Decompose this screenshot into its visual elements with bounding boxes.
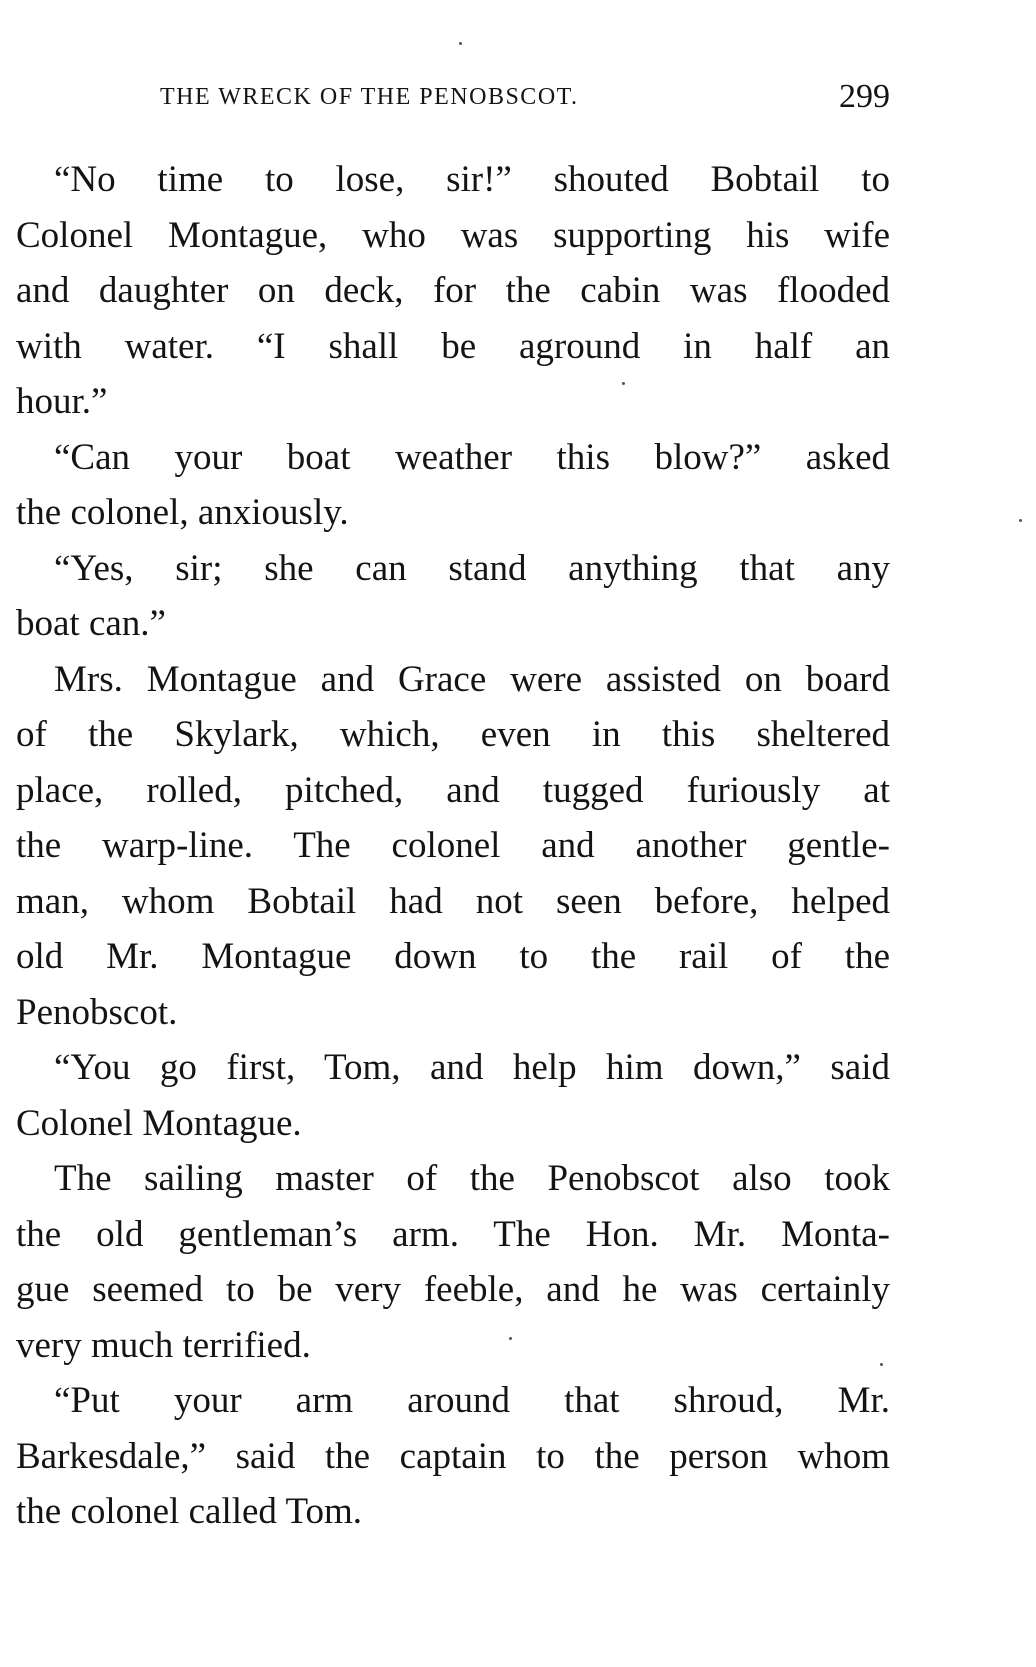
paragraph (16, 1151, 890, 1373)
text-line: and daughter on deck, for the cabin was flooded (16, 270, 890, 311)
text-line: Mrs. Montague and Grace were assisted on board (54, 658, 890, 700)
text-line: “No time to lose, sir!” shouted Bobtail to (54, 159, 890, 200)
text-line: boat can.” (16, 603, 166, 644)
running-header (160, 78, 890, 118)
paragraph (16, 430, 890, 541)
scan-speck (459, 42, 462, 45)
text-line: The sailing master of the Penobscot also took (54, 1158, 890, 1199)
paragraph (16, 541, 890, 652)
text-line: the colonel, anxiously. (16, 492, 349, 533)
text-line: with water. “I shall be aground in half an (16, 325, 890, 367)
paragraph (16, 1373, 890, 1540)
paragraph (16, 652, 890, 1041)
text-line: the old gentleman’s arm. The Hon. Mr. Monta- (16, 1213, 890, 1255)
paragraph (16, 1040, 890, 1151)
chapter-title: THE WRECK OF THE PENOBSCOT. (160, 84, 579, 110)
text-line: very much terrified. (16, 1324, 311, 1366)
scan-speck (622, 382, 625, 385)
body-text (16, 152, 890, 1540)
text-line: “Yes, sir; she can stand anything that any (54, 547, 890, 589)
text-line: the warp-line. The colonel and another gentle- (16, 825, 890, 866)
text-line: old Mr. Montague down to the rail of the (16, 936, 890, 977)
text-line: “Put your arm around that shroud, Mr. (54, 1380, 890, 1421)
text-line: “Can your boat weather this blow?” asked (54, 436, 890, 478)
text-line: Barkesdale,” said the captain to the person whom (16, 1435, 890, 1477)
scan-speck (509, 1337, 512, 1340)
text-line: “You go first, Tom, and help him down,” said (54, 1047, 890, 1088)
text-line: place, rolled, pitched, and tugged furiously at (16, 769, 890, 811)
text-line: the colonel called Tom. (16, 1491, 363, 1532)
scan-speck (1019, 519, 1022, 522)
text-line: gue seemed to be very feeble, and he was certainly (16, 1269, 890, 1310)
page-number: 299 (839, 78, 890, 115)
text-line: Colonel Montague, who was supporting his wife (16, 214, 890, 256)
text-line: Penobscot. (16, 991, 178, 1033)
text-line: hour.” (16, 381, 108, 422)
paragraph (16, 152, 890, 430)
text-line: Colonel Montague. (16, 1102, 302, 1144)
scan-speck (880, 1363, 883, 1366)
text-line: man, whom Bobtail had not seen before, helped (16, 880, 890, 922)
text-line: of the Skylark, which, even in this sheltered (16, 714, 890, 755)
